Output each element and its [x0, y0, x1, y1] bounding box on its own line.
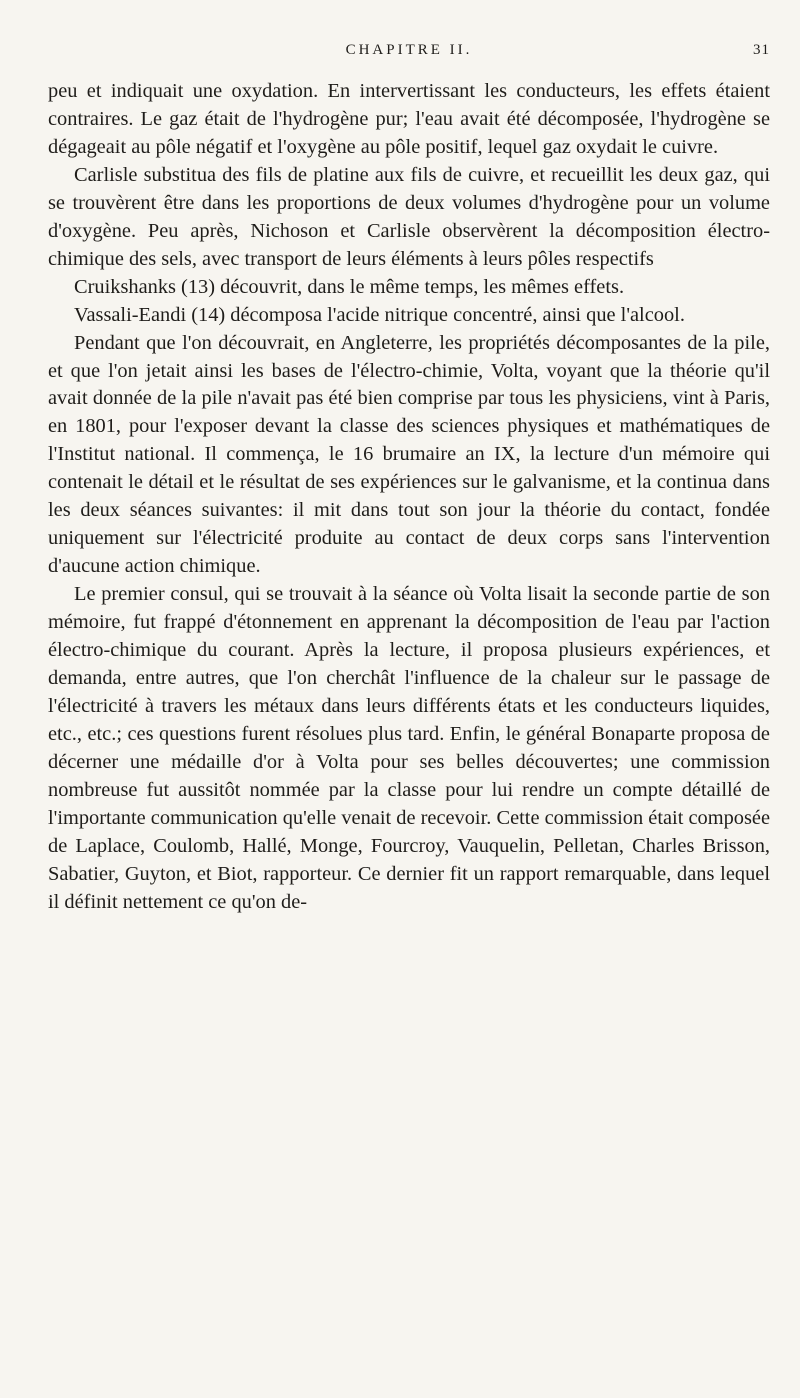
paragraph-volta-paris: Pendant que l'on découvrait, en Angleterre, les propriétés décomposantes de la pile, et que l'on jetait ainsi les bases de l'électro-chimie, Volta, voyant que la théorie qu'il avait donnée de la pile n'avait pas été bien comprise par tous les physiciens, vint à Paris, en 1801, pour l'exposer devant la classe des sciences physiques et mathématiques de l'Institut national. Il commença, le 16 brumaire an IX, la lecture d'un mémoire qui contenait le détail et le résultat de ses expériences sur le galvanisme, et la continua dans les deux séances suivantes: il mit dans tout son jour la théorie du contact, fondée uniquement sur l'électricité produite au contact de deux corps sans l'intervention d'aucune action chimique.: [48, 331, 770, 578]
paragraph-carlisle: Carlisle substitua des fils de platine aux fils de cuivre, et recueillit les deux gaz, qui se trouvèrent être dans les proportions de deux volumes d'hydrogène pour un volume d'oxygène. Peu après, Nichoson et Carlisle observèrent la décomposition électro-chimique des sels, avec transport de leurs éléments à leurs pôles respectifs: [48, 163, 770, 270]
paragraph-premier-consul: Le premier consul, qui se trouvait à la séance où Volta lisait la seconde partie de son mémoire, fut frappé d'étonnement en apprenant la décomposition de l'eau par l'action électro-chimique du courant. Après la lecture, il proposa plusieurs expériences, et demanda, entre autres, que l'on cherchât l'influence de la chaleur sur le passage de l'électricité à travers les métaux dans leurs différents états et les conducteurs liquides, etc., etc.; ces questions furent résolues plus tard. Enfin, le général Bonaparte proposa de décerner une médaille d'or à Volta pour ses belles découvertes; une commission nombreuse fut aussitôt nommée par la classe pour lui rendre un compte détaillé de l'importante communication qu'elle venait de recevoir. Cette commission était composée de Laplace, Coulomb, Hallé, Monge, Fourcroy, Vauquelin, Pelletan, Charles Brisson, Sabatier, Guyton, et Biot, rapporteur. Ce dernier fit un rapport remarquable, dans lequel il définit nettement ce qu'on de-: [48, 583, 770, 913]
paragraph-cruikshanks: Cruikshanks (13) découvrit, dans le même temps, les mêmes effets.: [74, 275, 625, 298]
book-page: [48, 42, 770, 917]
paragraph-vassali-eandi: Vassali-Eandi (14) décomposa l'acide nitrique concentré, ainsi que l'alcool.: [74, 303, 685, 326]
paragraph-continuation: peu et indiquait une oxydation. En intervertissant les conducteurs, les effets étaient contraires. Le gaz était de l'hydrogène pur; l'eau avait été décomposée, l'hydrogène se dégageait au pôle négatif et l'oxygène au pôle positif, lequel gaz oxydait le cuivre.: [48, 80, 770, 158]
body-text: [48, 78, 770, 917]
running-head: CHAPITRE II.: [345, 42, 473, 58]
page-header: [48, 42, 770, 78]
page-number: 31: [753, 42, 770, 58]
